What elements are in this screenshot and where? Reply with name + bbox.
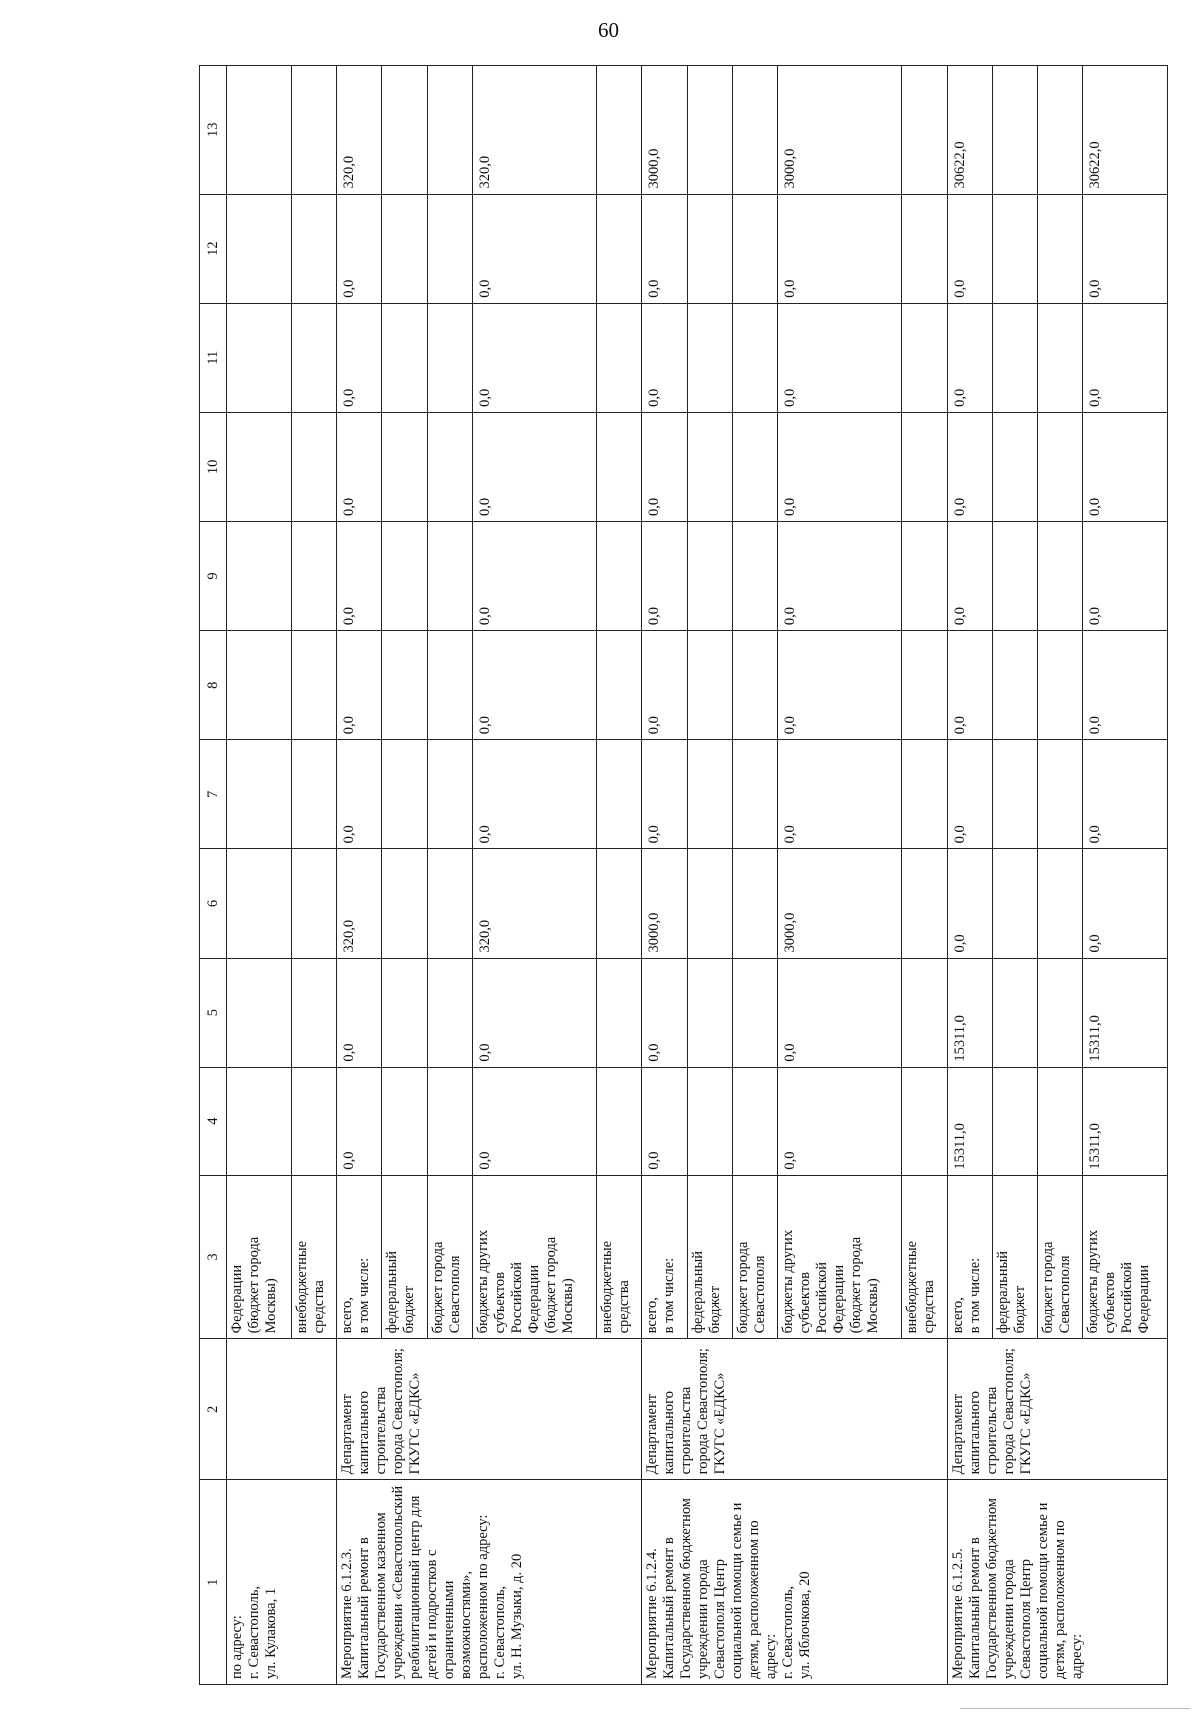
value-cell-col-8 — [597, 631, 642, 740]
value-cell-col-7 — [597, 740, 642, 849]
value-cell-col-9 — [597, 521, 642, 630]
value-cell-col-11 — [291, 303, 336, 412]
value-cell-col-10: 0,0 — [472, 412, 596, 521]
value-cell-col-4 — [382, 1067, 427, 1175]
column-header-11: 11 — [200, 303, 227, 412]
value-cell-col-11 — [1038, 303, 1083, 412]
value-cell-col-13 — [427, 66, 472, 195]
value-cell-col-6 — [902, 849, 947, 958]
funding-source-cell: внебюджетные средства — [597, 1175, 642, 1339]
value-cell-col-13: 3000,0 — [642, 66, 687, 195]
activity-cell: по адресу: г. Севастополь, ул. Кулакова, 1 — [227, 1480, 337, 1685]
value-cell-col-9 — [687, 521, 732, 630]
value-cell-col-11 — [382, 303, 427, 412]
value-cell-col-10 — [227, 412, 292, 521]
value-cell-col-8 — [382, 631, 427, 740]
value-cell-col-9 — [382, 521, 427, 630]
value-cell-col-5: 0,0 — [778, 958, 902, 1067]
executor-cell: Департамент капитального строительства города Севастополя; ГКУГС «ЕДКС» — [947, 1339, 1168, 1480]
value-cell-col-12 — [427, 194, 472, 303]
executor-cell — [227, 1339, 337, 1480]
value-cell-col-6 — [227, 849, 292, 958]
value-cell-col-5 — [687, 958, 732, 1067]
value-cell-col-6 — [1038, 849, 1083, 958]
funding-source-cell: всего, в том числе: — [947, 1175, 992, 1339]
value-cell-col-5 — [427, 958, 472, 1067]
value-cell-col-9: 0,0 — [778, 521, 902, 630]
value-cell-col-11 — [687, 303, 732, 412]
value-cell-col-9: 0,0 — [642, 521, 687, 630]
scan-artifact-line — [960, 1708, 1190, 1709]
value-cell-col-12: 0,0 — [1083, 194, 1168, 303]
value-cell-col-6 — [597, 849, 642, 958]
value-cell-col-8 — [902, 631, 947, 740]
page-number: 60 — [598, 18, 619, 42]
value-cell-col-12 — [597, 194, 642, 303]
funding-source-cell: бюджет города Севастополя — [427, 1175, 472, 1339]
funding-source-cell: федеральный бюджет — [992, 1175, 1037, 1339]
value-cell-col-4 — [227, 1067, 292, 1175]
column-header-8: 8 — [200, 631, 227, 740]
table-row — [337, 66, 382, 1685]
value-cell-col-12: 0,0 — [472, 194, 596, 303]
value-cell-col-11: 0,0 — [778, 303, 902, 412]
table-row — [227, 66, 292, 1685]
value-cell-col-12 — [227, 194, 292, 303]
value-cell-col-7 — [382, 740, 427, 849]
value-cell-col-12 — [687, 194, 732, 303]
value-cell-col-10 — [732, 412, 777, 521]
value-cell-col-4 — [1038, 1067, 1083, 1175]
value-cell-col-10 — [597, 412, 642, 521]
value-cell-col-10 — [902, 412, 947, 521]
column-header-10: 10 — [200, 412, 227, 521]
value-cell-col-7: 0,0 — [642, 740, 687, 849]
value-cell-col-6: 0,0 — [1083, 849, 1168, 958]
funding-source-cell: бюджеты других субъектов Российской Федерации (бюджет города Москвы) — [778, 1175, 902, 1339]
funding-source-cell: Федерации (бюджет города Москвы) — [227, 1175, 292, 1339]
value-cell-col-13 — [291, 66, 336, 195]
value-cell-col-9: 0,0 — [472, 521, 596, 630]
value-cell-col-13 — [902, 66, 947, 195]
funding-source-cell: федеральный бюджет — [687, 1175, 732, 1339]
value-cell-col-6: 320,0 — [472, 849, 596, 958]
funding-source-cell: всего, в том числе: — [337, 1175, 382, 1339]
value-cell-col-13 — [382, 66, 427, 195]
value-cell-col-12: 0,0 — [778, 194, 902, 303]
value-cell-col-10: 0,0 — [1083, 412, 1168, 521]
table-row — [642, 66, 687, 1685]
value-cell-col-13 — [732, 66, 777, 195]
funding-source-cell: бюджеты других субъектов Российской Федерации (бюджет города Москвы) — [472, 1175, 596, 1339]
value-cell-col-8 — [992, 631, 1037, 740]
value-cell-col-13: 320,0 — [337, 66, 382, 195]
value-cell-col-5 — [992, 958, 1037, 1067]
value-cell-col-11 — [902, 303, 947, 412]
value-cell-col-13 — [1038, 66, 1083, 195]
value-cell-col-8 — [291, 631, 336, 740]
value-cell-col-8: 0,0 — [472, 631, 596, 740]
value-cell-col-13 — [992, 66, 1037, 195]
value-cell-col-7 — [687, 740, 732, 849]
value-cell-col-13 — [597, 66, 642, 195]
value-cell-col-8 — [732, 631, 777, 740]
value-cell-col-6 — [427, 849, 472, 958]
value-cell-col-6: 3000,0 — [778, 849, 902, 958]
value-cell-col-12 — [992, 194, 1037, 303]
value-cell-col-4 — [732, 1067, 777, 1175]
funding-source-cell: федеральный бюджет — [382, 1175, 427, 1339]
value-cell-col-8: 0,0 — [778, 631, 902, 740]
value-cell-col-12: 0,0 — [642, 194, 687, 303]
column-header-9: 9 — [200, 521, 227, 630]
rotated-table-wrapper — [199, 65, 1168, 1685]
value-cell-col-6: 320,0 — [337, 849, 382, 958]
value-cell-col-4 — [902, 1067, 947, 1175]
value-cell-col-5 — [597, 958, 642, 1067]
value-cell-col-13 — [227, 66, 292, 195]
value-cell-col-7 — [227, 740, 292, 849]
value-cell-col-4: 0,0 — [778, 1067, 902, 1175]
value-cell-col-6: 0,0 — [947, 849, 992, 958]
value-cell-col-7 — [1038, 740, 1083, 849]
budget-table — [199, 65, 1168, 1685]
value-cell-col-4 — [427, 1067, 472, 1175]
value-cell-col-9 — [227, 521, 292, 630]
value-cell-col-9 — [291, 521, 336, 630]
value-cell-col-9: 0,0 — [947, 521, 992, 630]
value-cell-col-5 — [227, 958, 292, 1067]
value-cell-col-9: 0,0 — [1083, 521, 1168, 630]
funding-source-cell: внебюджетные средства — [291, 1175, 336, 1339]
activity-cell: Мероприятие 6.1.2.4. Капитальный ремонт в Государственном бюджетном учреждении города Севастополя Центр социальной помощи семье и детям, расположенном по адресу: г. Севастополь, ул. Яблочкова, 20 — [642, 1480, 947, 1685]
value-cell-col-4 — [291, 1067, 336, 1175]
value-cell-col-11 — [992, 303, 1037, 412]
value-cell-col-5: 0,0 — [642, 958, 687, 1067]
value-cell-col-7 — [732, 740, 777, 849]
column-header-5: 5 — [200, 958, 227, 1067]
value-cell-col-5: 0,0 — [472, 958, 596, 1067]
value-cell-col-10 — [427, 412, 472, 521]
executor-cell: Департамент капитального строительства города Севастополя; ГКУГС «ЕДКС» — [642, 1339, 947, 1480]
value-cell-col-6 — [687, 849, 732, 958]
value-cell-col-4: 15311,0 — [947, 1067, 992, 1175]
activity-cell: Мероприятие 6.1.2.3. Капитальный ремонт в Государственном казенном учреждении «Севастопольский реабилитационный центр для детей и подростков с ограниченными возможностями», расположенном по адресу: г. Севастополь, ул. Н. Музыки, д. 20 — [337, 1480, 642, 1685]
value-cell-col-4: 15311,0 — [1083, 1067, 1168, 1175]
funding-source-cell: внебюджетные средства — [902, 1175, 947, 1339]
value-cell-col-11 — [227, 303, 292, 412]
value-cell-col-7: 0,0 — [337, 740, 382, 849]
value-cell-col-10 — [382, 412, 427, 521]
value-cell-col-5: 15311,0 — [1083, 958, 1168, 1067]
value-cell-col-12 — [291, 194, 336, 303]
value-cell-col-7 — [902, 740, 947, 849]
value-cell-col-12 — [732, 194, 777, 303]
value-cell-col-9: 0,0 — [337, 521, 382, 630]
header-row — [200, 66, 227, 1685]
value-cell-col-4: 0,0 — [472, 1067, 596, 1175]
funding-source-cell: всего, в том числе: — [642, 1175, 687, 1339]
value-cell-col-7 — [291, 740, 336, 849]
value-cell-col-11: 0,0 — [1083, 303, 1168, 412]
value-cell-col-10 — [992, 412, 1037, 521]
value-cell-col-8: 0,0 — [947, 631, 992, 740]
value-cell-col-13: 3000,0 — [778, 66, 902, 195]
value-cell-col-4 — [687, 1067, 732, 1175]
value-cell-col-8: 0,0 — [642, 631, 687, 740]
value-cell-col-12 — [382, 194, 427, 303]
value-cell-col-12 — [1038, 194, 1083, 303]
value-cell-col-7 — [427, 740, 472, 849]
column-header-6: 6 — [200, 849, 227, 958]
value-cell-col-13: 30622,0 — [947, 66, 992, 195]
value-cell-col-5 — [382, 958, 427, 1067]
value-cell-col-10: 0,0 — [642, 412, 687, 521]
value-cell-col-8: 0,0 — [337, 631, 382, 740]
value-cell-col-11: 0,0 — [947, 303, 992, 412]
funding-source-cell: бюджет города Севастополя — [1038, 1175, 1083, 1339]
value-cell-col-6 — [382, 849, 427, 958]
value-cell-col-10: 0,0 — [337, 412, 382, 521]
value-cell-col-8 — [687, 631, 732, 740]
value-cell-col-4 — [597, 1067, 642, 1175]
value-cell-col-6: 3000,0 — [642, 849, 687, 958]
value-cell-col-9 — [902, 521, 947, 630]
value-cell-col-4: 0,0 — [642, 1067, 687, 1175]
column-header-12: 12 — [200, 194, 227, 303]
value-cell-col-6 — [291, 849, 336, 958]
funding-source-cell: бюджет города Севастополя — [732, 1175, 777, 1339]
value-cell-col-12 — [902, 194, 947, 303]
value-cell-col-9 — [1038, 521, 1083, 630]
value-cell-col-7: 0,0 — [778, 740, 902, 849]
value-cell-col-10 — [687, 412, 732, 521]
value-cell-col-11 — [732, 303, 777, 412]
executor-cell: Департамент капитального строительства города Севастополя; ГКУГС «ЕДКС» — [337, 1339, 642, 1480]
value-cell-col-5 — [1038, 958, 1083, 1067]
activity-cell: Мероприятие 6.1.2.5. Капитальный ремонт в Государственном бюджетном учреждении города Севастополя Центр социальной помощи семье и детям, расположенном по адресу: — [947, 1480, 1168, 1685]
value-cell-col-8: 0,0 — [1083, 631, 1168, 740]
value-cell-col-11: 0,0 — [472, 303, 596, 412]
table-body — [227, 66, 1168, 1685]
value-cell-col-6 — [732, 849, 777, 958]
value-cell-col-11 — [427, 303, 472, 412]
value-cell-col-4: 0,0 — [337, 1067, 382, 1175]
value-cell-col-12: 0,0 — [337, 194, 382, 303]
value-cell-col-5 — [732, 958, 777, 1067]
value-cell-col-10: 0,0 — [778, 412, 902, 521]
column-header-13: 13 — [200, 66, 227, 195]
value-cell-col-10: 0,0 — [947, 412, 992, 521]
funding-source-cell: бюджеты других субъектов Российской Федерации — [1083, 1175, 1168, 1339]
value-cell-col-8 — [1038, 631, 1083, 740]
table-row — [947, 66, 992, 1685]
value-cell-col-11 — [597, 303, 642, 412]
value-cell-col-5: 0,0 — [337, 958, 382, 1067]
value-cell-col-4 — [992, 1067, 1037, 1175]
column-header-7: 7 — [200, 740, 227, 849]
value-cell-col-9 — [992, 521, 1037, 630]
value-cell-col-9 — [732, 521, 777, 630]
value-cell-col-7 — [992, 740, 1037, 849]
value-cell-col-9 — [427, 521, 472, 630]
value-cell-col-11: 0,0 — [642, 303, 687, 412]
value-cell-col-11: 0,0 — [337, 303, 382, 412]
value-cell-col-10 — [1038, 412, 1083, 521]
value-cell-col-5: 15311,0 — [947, 958, 992, 1067]
value-cell-col-10 — [291, 412, 336, 521]
value-cell-col-7: 0,0 — [472, 740, 596, 849]
value-cell-col-13: 320,0 — [472, 66, 596, 195]
value-cell-col-5 — [291, 958, 336, 1067]
column-header-4: 4 — [200, 1067, 227, 1175]
value-cell-col-13: 30622,0 — [1083, 66, 1168, 195]
column-header-1: 1 — [200, 1480, 227, 1685]
value-cell-col-5 — [902, 958, 947, 1067]
value-cell-col-7: 0,0 — [947, 740, 992, 849]
column-header-3: 3 — [200, 1175, 227, 1339]
column-header-2: 2 — [200, 1339, 227, 1480]
value-cell-col-8 — [227, 631, 292, 740]
value-cell-col-6 — [992, 849, 1037, 958]
value-cell-col-7: 0,0 — [1083, 740, 1168, 849]
value-cell-col-13 — [687, 66, 732, 195]
value-cell-col-8 — [427, 631, 472, 740]
value-cell-col-12: 0,0 — [947, 194, 992, 303]
